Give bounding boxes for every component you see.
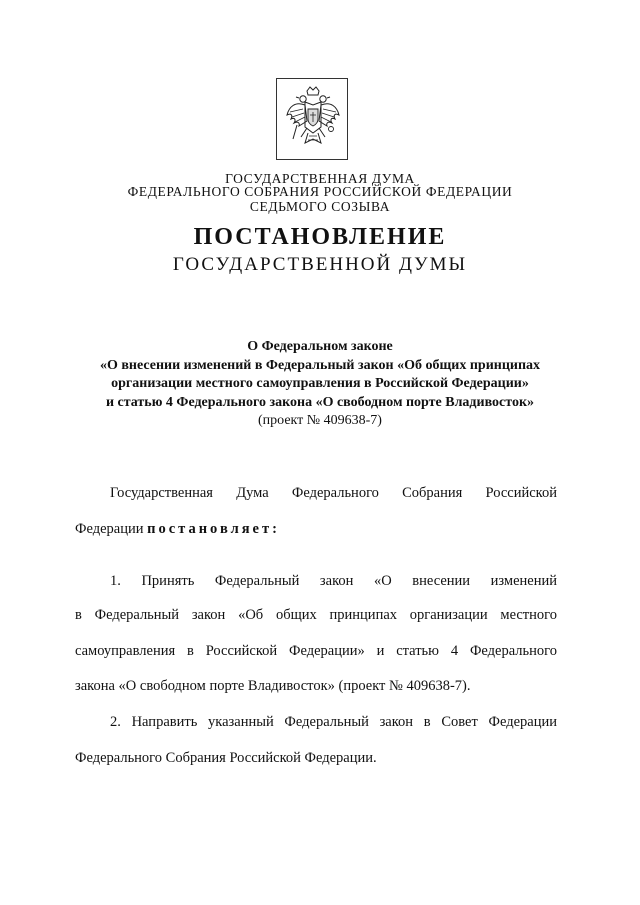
item2-line-1: 2. Направить указанный Федеральный закон в Совет Федерации: [110, 714, 557, 730]
document-title: ПОСТАНОВЛЕНИЕ: [193, 224, 447, 250]
emblem-frame: [276, 78, 348, 160]
preamble-line-1: Государственная Дума Федерального Собрания Российской: [110, 485, 557, 501]
subject-line-4: и статью 4 Федерального закона «О свободном порте Владивосток»: [105, 394, 535, 410]
document-subtitle: ГОСУДАРСТВЕННОЙ ДУМЫ: [172, 254, 468, 275]
russian-coat-of-arms-icon: [283, 85, 343, 155]
item1-line-1: 1. Принять Федеральный закон «О внесении изменений: [110, 573, 557, 589]
header-line-3: СЕДЬМОГО СОЗЫВА: [249, 199, 391, 214]
item1-line-3: самоуправления в Российской Федерации» и статью 4 Федерального: [75, 643, 557, 659]
subject-line-3: организации местного самоуправления в Российской Федерации»: [111, 376, 529, 391]
subject-line-2: «О внесении изменений в Федеральный закон «Об общих принципах: [99, 357, 541, 373]
item1-line-4: закона «О свободном порте Владивосток» (проект № 409638-7).: [75, 678, 471, 694]
preamble-line-2-prefix: Федерации: [75, 521, 144, 537]
document-subject: [0, 338, 640, 431]
header-line-2: ФЕДЕРАЛЬНОГО СОБРАНИЯ РОССИЙСКОЙ ФЕДЕРАЦИИ: [127, 184, 513, 199]
preamble-line-2: [75, 520, 280, 538]
subject-line-1: О Федеральном законе: [247, 339, 393, 354]
project-number: (проект № 409638-7): [258, 413, 382, 428]
item2-line-2: Федерального Собрания Российской Федерации.: [75, 750, 377, 766]
resolves-word: постановляет:: [147, 521, 280, 537]
header-line-1: ГОСУДАРСТВЕННАЯ ДУМА: [225, 171, 415, 186]
item1-line-2: в Федеральный закон «Об общих принципах организации местного: [75, 607, 557, 623]
